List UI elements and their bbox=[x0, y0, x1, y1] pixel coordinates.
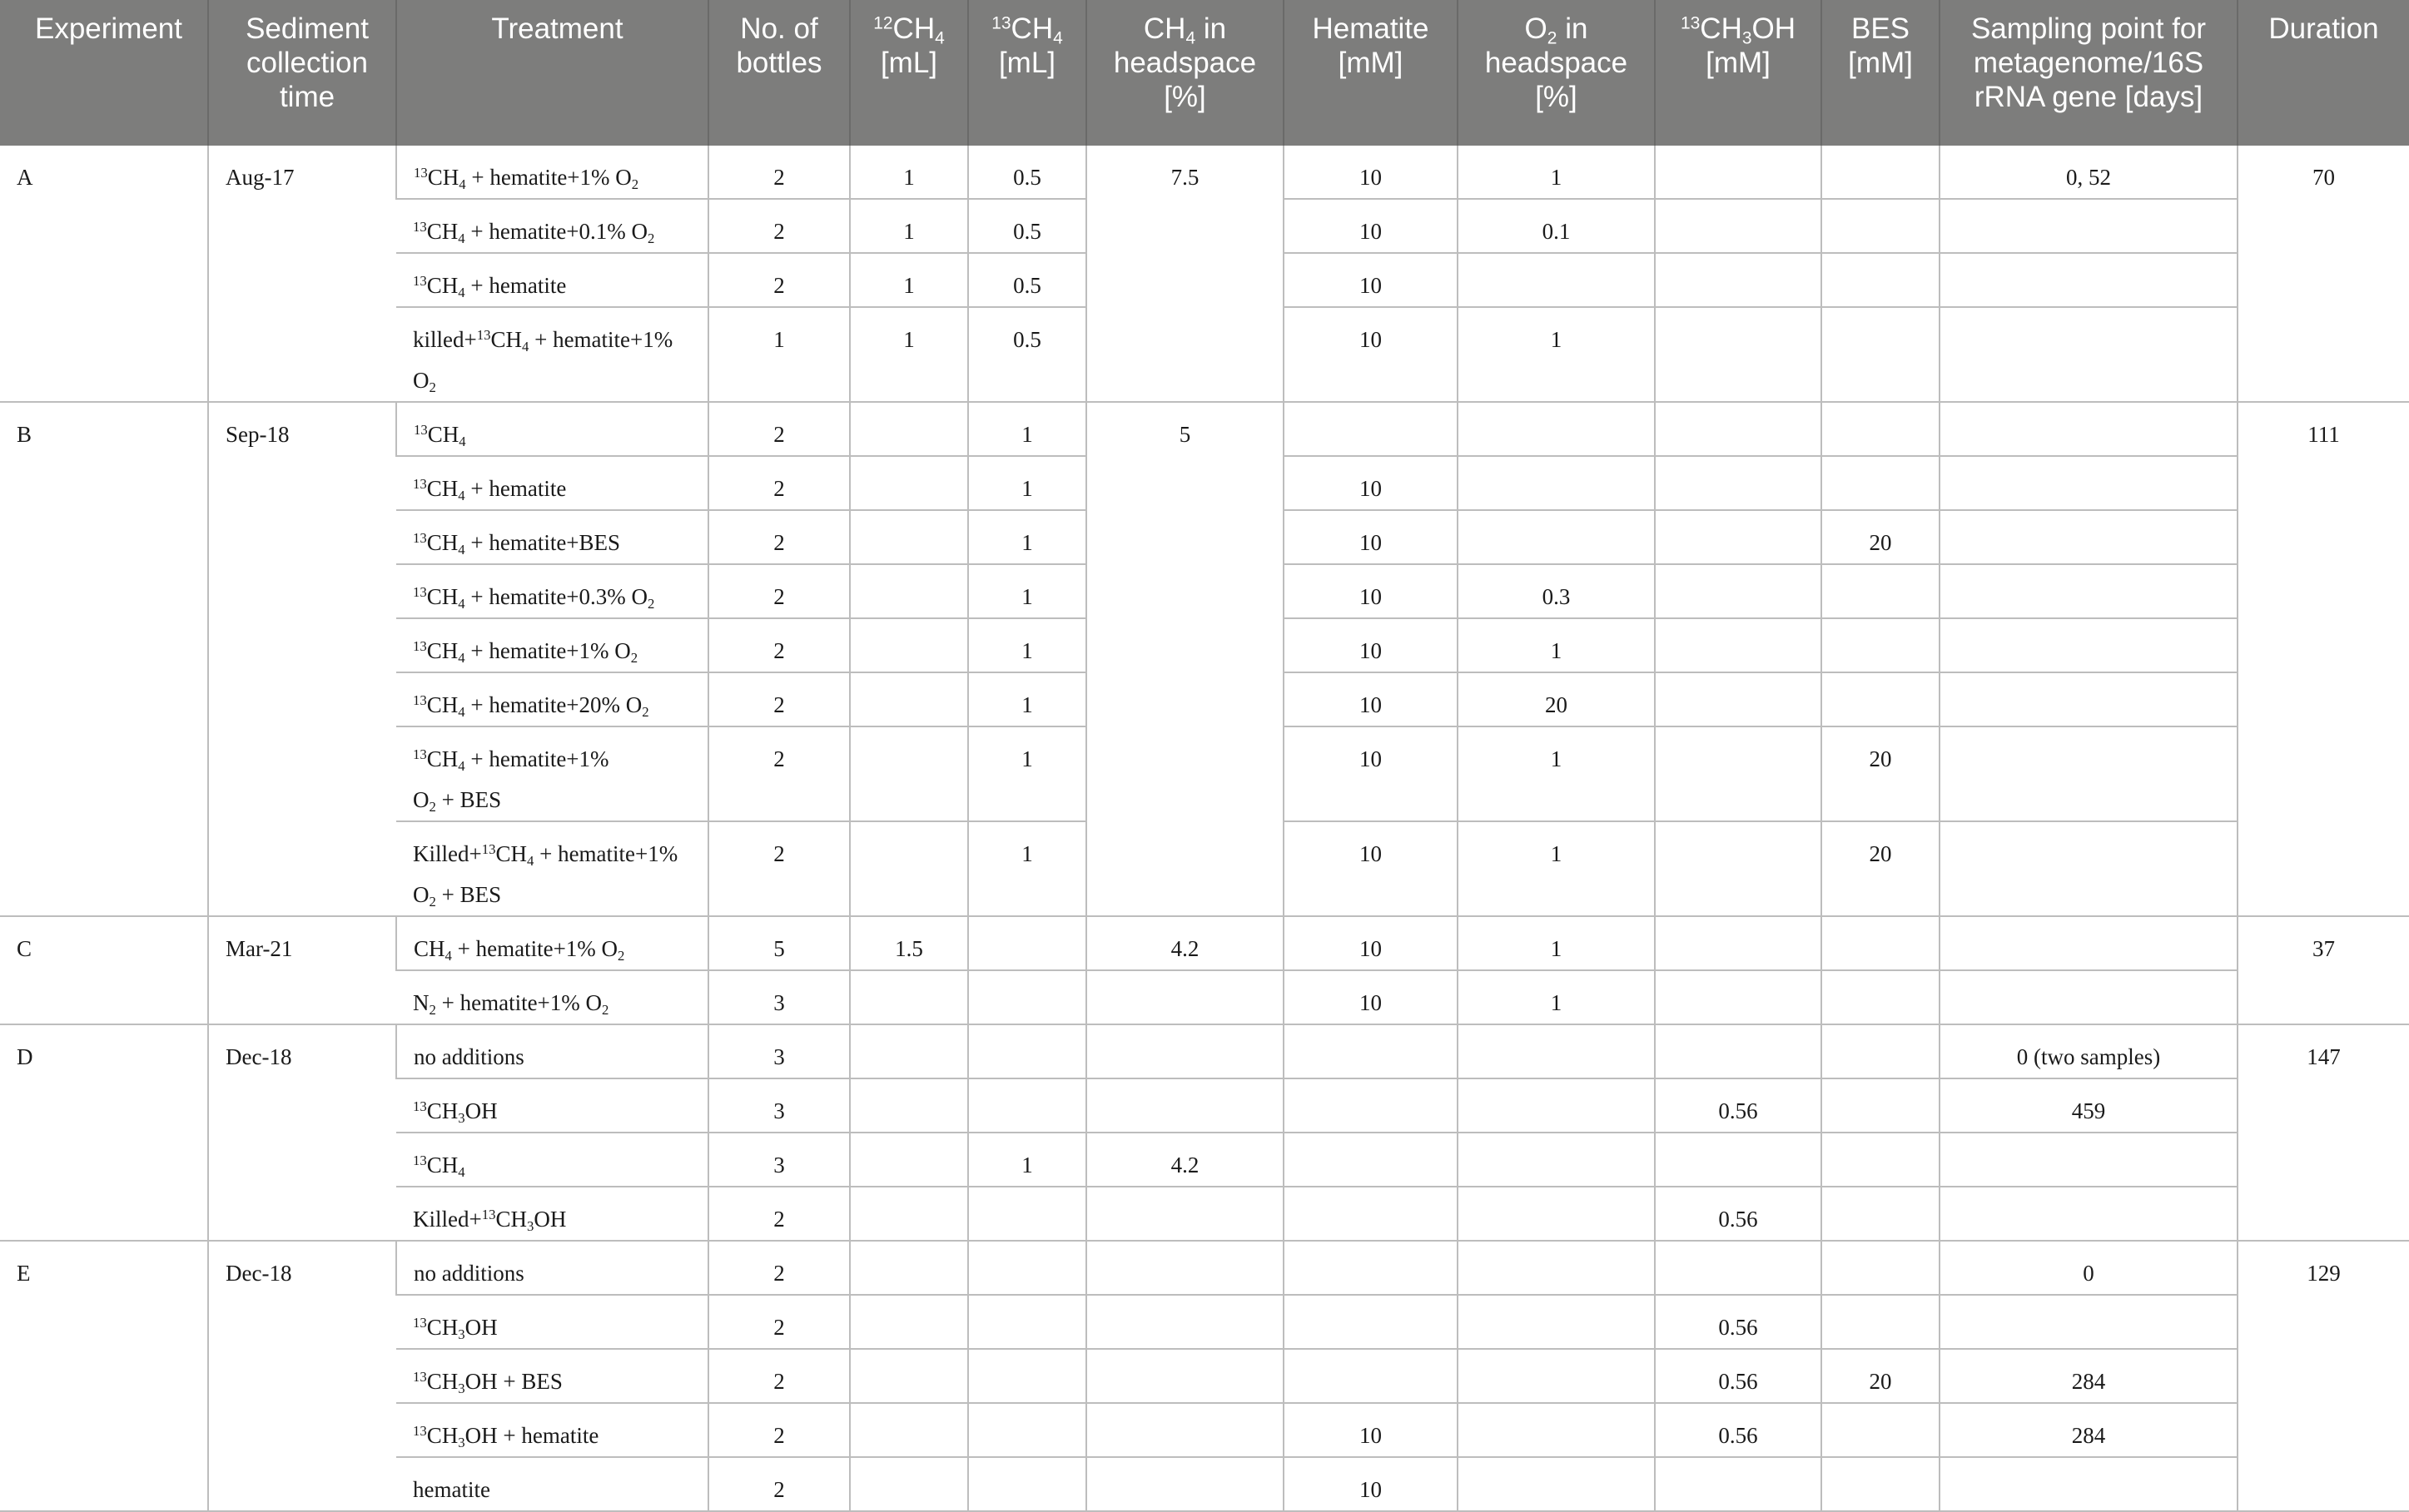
bottles-cell: 3 bbox=[708, 970, 850, 1024]
treatment-cell: $CH_4$ + hematite+1% $O_2$ bbox=[396, 916, 708, 970]
ch3oh-cell: 0.56 bbox=[1655, 1078, 1821, 1133]
headspace-cell bbox=[1086, 970, 1284, 1024]
headspace-cell: 4.2 bbox=[1086, 916, 1284, 970]
sediment-time-cell: Dec-18 bbox=[208, 1024, 396, 1241]
ch4-12-cell: 1 bbox=[850, 307, 968, 402]
headspace-cell bbox=[1086, 1349, 1284, 1403]
sampling-cell bbox=[1940, 916, 2238, 970]
treatment-cell: $^{13}CH_4$ + hematite+0.3% $O_2$ bbox=[396, 564, 708, 618]
ch4-13-cell bbox=[968, 970, 1086, 1024]
ch3oh-cell bbox=[1655, 970, 1821, 1024]
bes-cell bbox=[1821, 456, 1940, 510]
o2-cell bbox=[1458, 1187, 1655, 1241]
bes-cell bbox=[1821, 307, 1940, 402]
duration-cell: 70 bbox=[2238, 146, 2409, 402]
hematite-cell: 10 bbox=[1284, 253, 1458, 307]
bes-cell bbox=[1821, 672, 1940, 726]
col-ch4-headspace: $CH_4$ in headspace [%] bbox=[1086, 0, 1284, 146]
hematite-cell bbox=[1284, 1349, 1458, 1403]
ch3oh-cell bbox=[1655, 510, 1821, 564]
bottles-cell: 2 bbox=[708, 146, 850, 199]
sampling-cell: 0 bbox=[1940, 1241, 2238, 1295]
ch3oh-cell bbox=[1655, 1241, 1821, 1295]
bottles-cell: 3 bbox=[708, 1133, 850, 1187]
bes-cell bbox=[1821, 1457, 1940, 1511]
ch4-13-cell: 1 bbox=[968, 402, 1086, 456]
bottles-cell: 2 bbox=[708, 672, 850, 726]
bottles-cell: 2 bbox=[708, 618, 850, 672]
treatment-cell: $Killed+^{13}CH_4$ + hematite+1% $O_2$ + BES bbox=[396, 821, 708, 916]
hematite-cell: 10 bbox=[1284, 726, 1458, 821]
ch3oh-cell bbox=[1655, 1457, 1821, 1511]
table-row bbox=[0, 916, 2409, 970]
ch4-13-cell bbox=[968, 1457, 1086, 1511]
ch4-12-cell: 1.5 bbox=[850, 916, 968, 970]
sampling-cell bbox=[1940, 456, 2238, 510]
hematite-cell bbox=[1284, 1024, 1458, 1078]
treatment-cell: $^{13}CH_3OH$ + BES bbox=[396, 1349, 708, 1403]
sampling-cell bbox=[1940, 672, 2238, 726]
hematite-cell: 10 bbox=[1284, 821, 1458, 916]
hematite-cell bbox=[1284, 1187, 1458, 1241]
treatment-cell: no additions bbox=[396, 1024, 708, 1078]
ch4-13-cell bbox=[968, 1295, 1086, 1349]
ch4-12-cell bbox=[850, 564, 968, 618]
hematite-cell bbox=[1284, 1295, 1458, 1349]
sampling-cell bbox=[1940, 307, 2238, 402]
sampling-cell bbox=[1940, 1187, 2238, 1241]
ch4-12-cell bbox=[850, 1403, 968, 1457]
hematite-cell: 10 bbox=[1284, 510, 1458, 564]
bes-cell: 20 bbox=[1821, 1349, 1940, 1403]
bottles-cell: 2 bbox=[708, 1241, 850, 1295]
bes-cell bbox=[1821, 1403, 1940, 1457]
duration-cell: 111 bbox=[2238, 402, 2409, 916]
hematite-cell: 10 bbox=[1284, 456, 1458, 510]
duration-cell: 147 bbox=[2238, 1024, 2409, 1241]
ch4-12-cell: 1 bbox=[850, 199, 968, 253]
headspace-cell bbox=[1086, 1241, 1284, 1295]
treatment-cell: $^{13}CH_3OH$ + hematite bbox=[396, 1403, 708, 1457]
ch4-13-cell bbox=[968, 1078, 1086, 1133]
ch3oh-cell bbox=[1655, 146, 1821, 199]
ch4-12-cell bbox=[850, 821, 968, 916]
bes-cell bbox=[1821, 1187, 1940, 1241]
sampling-cell bbox=[1940, 564, 2238, 618]
sampling-cell bbox=[1940, 510, 2238, 564]
ch3oh-cell: 0.56 bbox=[1655, 1349, 1821, 1403]
hematite-cell: 10 bbox=[1284, 307, 1458, 402]
ch3oh-cell: 0.56 bbox=[1655, 1295, 1821, 1349]
bes-cell: 20 bbox=[1821, 510, 1940, 564]
o2-cell: 1 bbox=[1458, 726, 1655, 821]
o2-cell: 1 bbox=[1458, 307, 1655, 402]
hematite-cell: 10 bbox=[1284, 146, 1458, 199]
headspace-cell: 7.5 bbox=[1086, 146, 1284, 402]
headspace-cell bbox=[1086, 1078, 1284, 1133]
o2-cell bbox=[1458, 253, 1655, 307]
hematite-cell bbox=[1284, 1241, 1458, 1295]
hematite-cell: 10 bbox=[1284, 672, 1458, 726]
experiment-cell: C bbox=[0, 916, 208, 1024]
bes-cell bbox=[1821, 1024, 1940, 1078]
duration-cell: 37 bbox=[2238, 916, 2409, 1024]
col-13ch3oh: $^{13}CH_3OH$ [mM] bbox=[1655, 0, 1821, 146]
ch4-13-cell: 0.5 bbox=[968, 146, 1086, 199]
hematite-cell: 10 bbox=[1284, 618, 1458, 672]
treatment-cell: no additions bbox=[396, 1241, 708, 1295]
hematite-cell: 10 bbox=[1284, 970, 1458, 1024]
bottles-cell: 3 bbox=[708, 1024, 850, 1078]
hematite-cell bbox=[1284, 1078, 1458, 1133]
bottles-cell: 2 bbox=[708, 1187, 850, 1241]
o2-cell bbox=[1458, 1078, 1655, 1133]
treatment-cell: $^{13}CH_4$ + hematite bbox=[396, 456, 708, 510]
treatment-cell: $^{13}CH_4$ + hematite bbox=[396, 253, 708, 307]
treatment-cell: $Killed+^{13}CH_3OH$ bbox=[396, 1187, 708, 1241]
o2-cell bbox=[1458, 1024, 1655, 1078]
hematite-cell: 10 bbox=[1284, 1403, 1458, 1457]
headspace-cell bbox=[1086, 1187, 1284, 1241]
col-bottles: No. of bottles bbox=[708, 0, 850, 146]
o2-cell bbox=[1458, 1133, 1655, 1187]
sampling-cell: 284 bbox=[1940, 1403, 2238, 1457]
o2-cell: 1 bbox=[1458, 970, 1655, 1024]
bottles-cell: 2 bbox=[708, 1295, 850, 1349]
o2-cell bbox=[1458, 1295, 1655, 1349]
bes-cell bbox=[1821, 1133, 1940, 1187]
bes-cell bbox=[1821, 1241, 1940, 1295]
o2-cell: 1 bbox=[1458, 916, 1655, 970]
sampling-cell bbox=[1940, 618, 2238, 672]
bottles-cell: 2 bbox=[708, 1403, 850, 1457]
bottles-cell: 2 bbox=[708, 199, 850, 253]
ch4-12-cell bbox=[850, 1133, 968, 1187]
ch4-13-cell bbox=[968, 1349, 1086, 1403]
ch4-13-cell bbox=[968, 1187, 1086, 1241]
header-row bbox=[0, 0, 2409, 146]
treatment-cell: $^{13}CH_4$ bbox=[396, 1133, 708, 1187]
o2-cell bbox=[1458, 510, 1655, 564]
col-hematite: Hematite [mM] bbox=[1284, 0, 1458, 146]
ch3oh-cell bbox=[1655, 402, 1821, 456]
treatment-cell: $^{13}CH_4$ + hematite+1% $O_2$ bbox=[396, 146, 708, 199]
treatment-cell: $N_2$ + hematite+1% $O_2$ bbox=[396, 970, 708, 1024]
ch3oh-cell bbox=[1655, 456, 1821, 510]
ch4-12-cell bbox=[850, 1024, 968, 1078]
bottles-cell: 2 bbox=[708, 821, 850, 916]
table-row bbox=[0, 146, 2409, 199]
ch3oh-cell: 0.56 bbox=[1655, 1403, 1821, 1457]
ch4-13-cell: 1 bbox=[968, 564, 1086, 618]
sampling-cell: 459 bbox=[1940, 1078, 2238, 1133]
hematite-cell: 10 bbox=[1284, 564, 1458, 618]
ch4-13-cell: 1 bbox=[968, 618, 1086, 672]
experiment-cell: A bbox=[0, 146, 208, 402]
ch4-12-cell bbox=[850, 510, 968, 564]
ch4-12-cell bbox=[850, 672, 968, 726]
ch3oh-cell bbox=[1655, 726, 1821, 821]
table-row bbox=[0, 402, 2409, 456]
col-bes: BES [mM] bbox=[1821, 0, 1940, 146]
treatment-cell: $^{13}CH_4$ bbox=[396, 402, 708, 456]
table-body bbox=[0, 146, 2409, 1511]
col-duration: Duration bbox=[2238, 0, 2409, 146]
ch4-12-cell bbox=[850, 1349, 968, 1403]
treatment-cell: $killed+^{13}CH_4$ + hematite+1% $O_2$ bbox=[396, 307, 708, 402]
bes-cell bbox=[1821, 253, 1940, 307]
sampling-cell: 0 (two samples) bbox=[1940, 1024, 2238, 1078]
sampling-cell: 0, 52 bbox=[1940, 146, 2238, 199]
ch3oh-cell bbox=[1655, 564, 1821, 618]
o2-cell: 1 bbox=[1458, 618, 1655, 672]
bes-cell bbox=[1821, 618, 1940, 672]
ch4-13-cell bbox=[968, 1241, 1086, 1295]
o2-cell: 0.3 bbox=[1458, 564, 1655, 618]
bes-cell bbox=[1821, 1078, 1940, 1133]
sampling-cell: 284 bbox=[1940, 1349, 2238, 1403]
treatment-cell: $^{13}CH_4$ + hematite+1% $O_2$ bbox=[396, 618, 708, 672]
bottles-cell: 2 bbox=[708, 253, 850, 307]
col-o2-headspace: $O_2$ in headspace [%] bbox=[1458, 0, 1655, 146]
bes-cell: 20 bbox=[1821, 821, 1940, 916]
ch3oh-cell bbox=[1655, 253, 1821, 307]
ch4-12-cell bbox=[850, 402, 968, 456]
ch4-13-cell: 0.5 bbox=[968, 199, 1086, 253]
headspace-cell bbox=[1086, 1403, 1284, 1457]
bes-cell bbox=[1821, 564, 1940, 618]
bottles-cell: 2 bbox=[708, 1349, 850, 1403]
ch3oh-cell bbox=[1655, 916, 1821, 970]
treatment-cell: $^{13}CH_4$ + hematite+BES bbox=[396, 510, 708, 564]
sampling-cell bbox=[1940, 726, 2238, 821]
treatment-cell: $^{13}CH_3OH$ bbox=[396, 1078, 708, 1133]
hematite-cell: 10 bbox=[1284, 1457, 1458, 1511]
headspace-cell: 4.2 bbox=[1086, 1133, 1284, 1187]
ch4-13-cell: 1 bbox=[968, 672, 1086, 726]
sampling-cell bbox=[1940, 1133, 2238, 1187]
ch4-13-cell: 1 bbox=[968, 821, 1086, 916]
experiment-cell: E bbox=[0, 1241, 208, 1511]
o2-cell: 20 bbox=[1458, 672, 1655, 726]
ch4-13-cell bbox=[968, 1024, 1086, 1078]
sediment-time-cell: Dec-18 bbox=[208, 1241, 396, 1511]
ch4-12-cell bbox=[850, 456, 968, 510]
bes-cell bbox=[1821, 146, 1940, 199]
duration-cell: 129 bbox=[2238, 1241, 2409, 1511]
bes-cell: 20 bbox=[1821, 726, 1940, 821]
bes-cell bbox=[1821, 402, 1940, 456]
col-treatment: Treatment bbox=[396, 0, 708, 146]
bes-cell bbox=[1821, 970, 1940, 1024]
ch4-13-cell bbox=[968, 1403, 1086, 1457]
sampling-cell bbox=[1940, 1457, 2238, 1511]
headspace-cell bbox=[1086, 1024, 1284, 1078]
ch4-13-cell: 1 bbox=[968, 1133, 1086, 1187]
ch4-12-cell bbox=[850, 1241, 968, 1295]
treatment-cell: $^{13}CH_4$ + hematite+0.1% $O_2$ bbox=[396, 199, 708, 253]
experiment-cell: D bbox=[0, 1024, 208, 1241]
table-row bbox=[0, 1024, 2409, 1078]
col-sampling-point: Sampling point for metagenome/16S rRNA gene [days] bbox=[1940, 0, 2238, 146]
bes-cell bbox=[1821, 1295, 1940, 1349]
o2-cell: 1 bbox=[1458, 146, 1655, 199]
ch4-12-cell: 1 bbox=[850, 146, 968, 199]
table-row bbox=[0, 1241, 2409, 1295]
ch3oh-cell bbox=[1655, 199, 1821, 253]
ch3oh-cell: 0.56 bbox=[1655, 1187, 1821, 1241]
bottles-cell: 2 bbox=[708, 726, 850, 821]
ch4-13-cell: 1 bbox=[968, 456, 1086, 510]
hematite-cell bbox=[1284, 1133, 1458, 1187]
sampling-cell bbox=[1940, 253, 2238, 307]
ch4-12-cell: 1 bbox=[850, 253, 968, 307]
sediment-time-cell: Aug-17 bbox=[208, 146, 396, 402]
ch4-12-cell bbox=[850, 726, 968, 821]
o2-cell bbox=[1458, 402, 1655, 456]
bottles-cell: 2 bbox=[708, 564, 850, 618]
experiment-cell: B bbox=[0, 402, 208, 916]
hematite-cell: 10 bbox=[1284, 199, 1458, 253]
bottles-cell: 5 bbox=[708, 916, 850, 970]
ch4-12-cell bbox=[850, 1187, 968, 1241]
ch4-13-cell: 0.5 bbox=[968, 253, 1086, 307]
sediment-time-cell: Mar-21 bbox=[208, 916, 396, 1024]
bottles-cell: 2 bbox=[708, 510, 850, 564]
ch4-12-cell bbox=[850, 1295, 968, 1349]
col-sediment-time: Sediment collection time bbox=[208, 0, 396, 146]
hematite-cell: 10 bbox=[1284, 916, 1458, 970]
bes-cell bbox=[1821, 199, 1940, 253]
treatment-cell: $^{13}CH_4$ + hematite+20% $O_2$ bbox=[396, 672, 708, 726]
sampling-cell bbox=[1940, 821, 2238, 916]
o2-cell: 0.1 bbox=[1458, 199, 1655, 253]
ch4-12-cell bbox=[850, 970, 968, 1024]
treatment-cell: hematite bbox=[396, 1457, 708, 1511]
col-12ch4: $^{12}CH_4$ [mL] bbox=[850, 0, 968, 146]
ch3oh-cell bbox=[1655, 1024, 1821, 1078]
ch4-13-cell: 1 bbox=[968, 510, 1086, 564]
ch4-13-cell: 1 bbox=[968, 726, 1086, 821]
sampling-cell bbox=[1940, 1295, 2238, 1349]
col-experiment: Experiment bbox=[0, 0, 208, 146]
o2-cell bbox=[1458, 456, 1655, 510]
col-13ch4: $^{13}CH_4$ [mL] bbox=[968, 0, 1086, 146]
headspace-cell bbox=[1086, 1295, 1284, 1349]
sampling-cell bbox=[1940, 199, 2238, 253]
ch3oh-cell bbox=[1655, 672, 1821, 726]
sampling-cell bbox=[1940, 970, 2238, 1024]
ch4-13-cell: 0.5 bbox=[968, 307, 1086, 402]
headspace-cell bbox=[1086, 1457, 1284, 1511]
sediment-time-cell: Sep-18 bbox=[208, 402, 396, 916]
ch3oh-cell bbox=[1655, 1133, 1821, 1187]
ch3oh-cell bbox=[1655, 307, 1821, 402]
treatment-cell: $^{13}CH_4$ + hematite+1% $O_2$ + BES bbox=[396, 726, 708, 821]
bes-cell bbox=[1821, 916, 1940, 970]
o2-cell bbox=[1458, 1241, 1655, 1295]
o2-cell: 1 bbox=[1458, 821, 1655, 916]
o2-cell bbox=[1458, 1403, 1655, 1457]
bottles-cell: 2 bbox=[708, 456, 850, 510]
sampling-cell bbox=[1940, 402, 2238, 456]
ch4-12-cell bbox=[850, 1078, 968, 1133]
ch4-12-cell bbox=[850, 618, 968, 672]
bottles-cell: 2 bbox=[708, 1457, 850, 1511]
treatment-cell: $^{13}CH_3OH$ bbox=[396, 1295, 708, 1349]
headspace-cell: 5 bbox=[1086, 402, 1284, 916]
bottles-cell: 2 bbox=[708, 402, 850, 456]
ch4-12-cell bbox=[850, 1457, 968, 1511]
o2-cell bbox=[1458, 1349, 1655, 1403]
ch3oh-cell bbox=[1655, 821, 1821, 916]
hematite-cell bbox=[1284, 402, 1458, 456]
ch3oh-cell bbox=[1655, 618, 1821, 672]
o2-cell bbox=[1458, 1457, 1655, 1511]
bottles-cell: 3 bbox=[708, 1078, 850, 1133]
ch4-13-cell bbox=[968, 916, 1086, 970]
bottles-cell: 1 bbox=[708, 307, 850, 402]
